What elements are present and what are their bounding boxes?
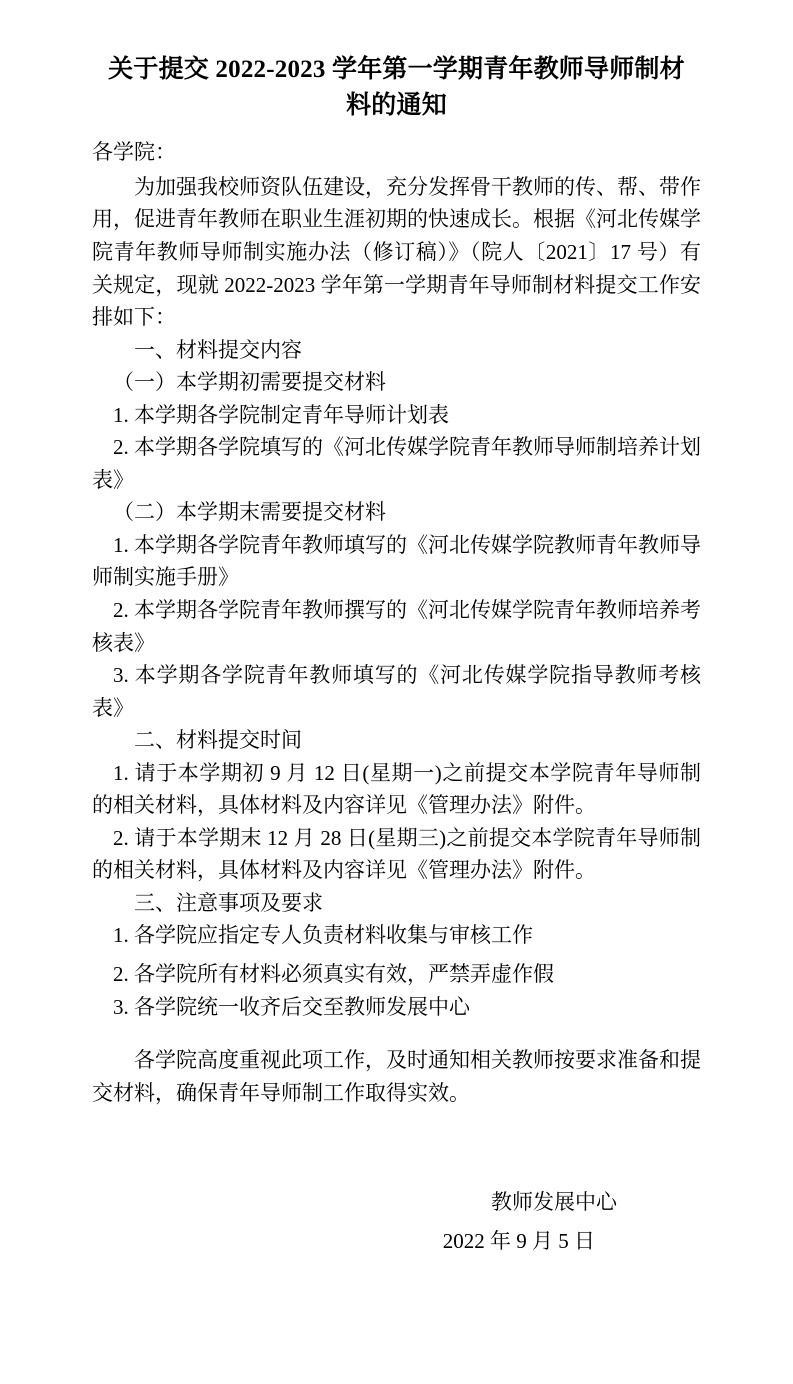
list-item-2-2: 2. 请于本学期末 12 月 28 日(星期三)之前提交本学院青年导师制的相关材料，具体材料及内容详见《管理办法》附件。 <box>92 825 701 883</box>
subheading-section-1-1: （一）本学期初需要提交材料 <box>113 370 386 395</box>
list-item-3-2: 2. 各学院所有材料必须真实有效，严禁弄虚作假 <box>113 962 554 987</box>
page-title: 关于提交 2022-2023 学年第一学期青年教师导师制材料的通知 <box>108 56 685 119</box>
salutation: 各学院： <box>92 140 176 164</box>
list-item-1-1-1: 1. 本学期各学院制定青年导师计划表 <box>113 402 449 427</box>
signature-date: 2022 年 9 月 5 日 <box>442 1229 595 1254</box>
list-item-2-1: 1. 请于本学期初 9 月 12 日(星期一)之前提交本学院青年导师制的相关材料，具体材料及内容详见《管理办法》附件。 <box>92 760 701 818</box>
list-item-1-1-2: 2. 本学期各学院填写的《河北传媒学院青年教师导师制培养计划表》 <box>92 435 701 492</box>
list-item-1-2-1: 1. 本学期各学院青年教师填写的《河北传媒学院教师青年教师导师制实施手册》 <box>92 532 701 590</box>
paragraph-intro: 为加强我校师资队伍建设，充分发挥骨干教师的传、帮、带作用，促进青年教师在职业生涯初期的快速成长。根据《河北传媒学院青年教师导师制实施办法（修订稿）》（院人〔2021〕17 号）有关规定，现就 2022-2023 学年第一学期青年导师制材料提交工作安排如下： <box>92 174 701 330</box>
subheading-section-1-2: （二）本学期末需要提交材料 <box>113 500 386 525</box>
list-item-3-1: 1. 各学院应指定专人负责材料收集与审核工作 <box>113 923 533 948</box>
heading-section-3: 三、注意事项及要求 <box>134 890 323 915</box>
list-item-3-3: 3. 各学院统一收齐后交至教师发展中心 <box>113 994 470 1019</box>
list-item-1-2-3: 3. 本学期各学院青年教师填写的《河北传媒学院指导教师考核表》 <box>92 663 701 720</box>
spacer <box>92 1023 701 1044</box>
signature-department: 教师发展中心 <box>491 1190 617 1215</box>
signature-block <box>92 1183 701 1261</box>
paragraph-closing: 各学院高度重视此项工作，及时通知相关教师按要求准备和提交材料，确保青年导师制工作取得实效。 <box>92 1048 701 1105</box>
list-item-1-2-2: 2. 本学期各学院青年教师撰写的《河北传媒学院青年教师培养考核表》 <box>92 598 701 655</box>
heading-section-2: 二、材料提交时间 <box>134 728 302 753</box>
heading-section-1: 一、材料提交内容 <box>134 337 302 362</box>
